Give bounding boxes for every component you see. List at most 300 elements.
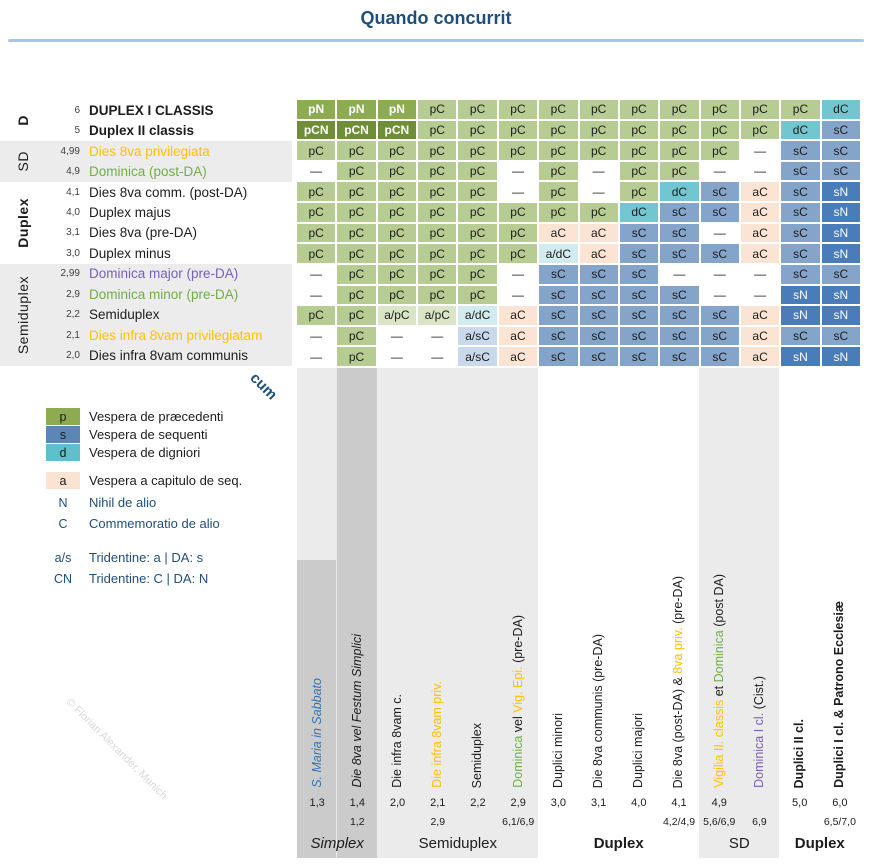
- matrix-cell: —: [741, 286, 779, 305]
- matrix-cell: pC: [378, 203, 416, 222]
- legend-label: Vespera de præcedenti: [89, 409, 224, 424]
- row-group-duplex: Duplex: [15, 198, 31, 248]
- row-label-text: Semiduplex: [89, 307, 160, 323]
- legend-label: Tridentine: a | DA: s: [89, 550, 204, 565]
- column-rank: 2,0: [389, 796, 406, 809]
- matrix-cell: sC: [822, 141, 860, 160]
- matrix-cell: pC: [337, 265, 375, 284]
- column-rank: 5,0: [792, 796, 808, 809]
- matrix-cell: pC: [458, 162, 496, 181]
- matrix-cell: —: [297, 286, 335, 305]
- matrix-cell: pC: [458, 121, 496, 140]
- row-rank: 2,9: [66, 288, 80, 300]
- column-rank: 6,1/6,9: [502, 815, 535, 828]
- column-label-text: Duplici II cl.: [792, 718, 807, 788]
- matrix-cell: pC: [499, 244, 537, 263]
- matrix-cell: pC: [418, 121, 456, 140]
- row-rank: 2,2: [66, 309, 80, 321]
- matrix-cell: sC: [701, 182, 739, 201]
- legend-label: Commemoratio de alio: [89, 516, 220, 531]
- matrix-cell: sC: [539, 286, 577, 305]
- matrix-cell: aC: [499, 327, 537, 346]
- matrix-cell: pC: [337, 244, 375, 263]
- column-label: [699, 374, 739, 788]
- column-label-text: Dominica: [510, 735, 525, 788]
- matrix-cell: dC: [781, 121, 819, 140]
- column-label: [820, 374, 860, 788]
- column-label: [498, 374, 538, 788]
- column-rank: [780, 812, 820, 831]
- matrix-cell: —: [701, 162, 739, 181]
- matrix-cell: aC: [580, 224, 618, 243]
- row-label: [0, 325, 292, 345]
- matrix-cell: sN: [822, 347, 860, 366]
- matrix-cell: pC: [620, 162, 658, 181]
- matrix-cell: pC: [337, 182, 375, 201]
- matrix-cell: pC: [378, 244, 416, 263]
- matrix-cell: sN: [822, 224, 860, 243]
- row-labels: [0, 100, 292, 366]
- matrix-cell: pC: [418, 100, 456, 119]
- matrix-cell: sC: [781, 141, 819, 160]
- column-rank: 3,1: [590, 796, 607, 809]
- legend-row: [46, 472, 242, 489]
- matrix-cell: pC: [620, 121, 658, 140]
- matrix-cell: pC: [539, 182, 577, 201]
- row-label: [0, 182, 292, 202]
- row-group-d: D: [15, 115, 31, 126]
- matrix-cell: pC: [297, 203, 335, 222]
- matrix-cell: pC: [297, 306, 335, 325]
- matrix-cell: pC: [539, 141, 577, 160]
- matrix-cell: pC: [660, 141, 698, 160]
- matrix-cell: pC: [418, 265, 456, 284]
- matrix-cell: pC: [418, 224, 456, 243]
- matrix-cell: pC: [620, 100, 658, 119]
- legend-row: [46, 549, 242, 566]
- matrix-cell: pC: [701, 141, 739, 160]
- matrix-cell: —: [701, 265, 739, 284]
- matrix-cell: aC: [580, 244, 618, 263]
- matrix-cell: a/dC: [458, 306, 496, 325]
- matrix-cell: a/sC: [458, 347, 496, 366]
- matrix-cell: —: [499, 286, 537, 305]
- matrix-cell: pC: [378, 162, 416, 181]
- row-label-text: Duplex minus: [89, 245, 171, 261]
- matrix-cell: a/pC: [418, 306, 456, 325]
- matrix-cell: —: [701, 286, 739, 305]
- matrix-cell: —: [580, 182, 618, 201]
- matrix-cell: sC: [620, 327, 658, 346]
- matrix-cell: pC: [741, 121, 779, 140]
- legend: [46, 408, 242, 588]
- column-label-text: Die 8va vel Festum Simplici: [349, 634, 364, 788]
- row-rank: 3,1: [66, 227, 80, 239]
- matrix-cell: sC: [580, 327, 618, 346]
- matrix-cell: pC: [337, 347, 375, 366]
- matrix-cell: —: [660, 265, 698, 284]
- column-ranks: [297, 793, 860, 831]
- row-rank: 2,0: [66, 350, 80, 362]
- matrix-cell: aC: [741, 306, 779, 325]
- column-rank: 4,2/4,9: [662, 815, 696, 828]
- legend-row: [46, 494, 242, 511]
- matrix-cell: pC: [499, 224, 537, 243]
- column-rank: [297, 812, 337, 831]
- matrix-cell: pC: [458, 203, 496, 222]
- column-label: [458, 374, 498, 788]
- column-label: [739, 374, 779, 788]
- column-rank: 5,6/6,9: [703, 815, 736, 828]
- matrix-cell: pC: [660, 100, 698, 119]
- row-rank: 5: [74, 125, 80, 137]
- matrix-cell: aC: [539, 224, 577, 243]
- matrix-cell: pCN: [378, 121, 416, 140]
- legend-label: Tridentine: C | DA: N: [89, 571, 209, 586]
- matrix-cell: —: [741, 141, 779, 160]
- matrix-cell: aC: [741, 347, 779, 366]
- legend-label: Vespera de sequenti: [89, 427, 208, 442]
- legend-swatch: a: [46, 472, 80, 489]
- matrix-cell: sC: [539, 327, 577, 346]
- matrix-cell: pC: [378, 141, 416, 160]
- column-label: [579, 374, 619, 788]
- legend-key: C: [58, 516, 68, 531]
- legend-row: [46, 515, 242, 532]
- row-label-text: Dominica (post-DA): [89, 164, 207, 180]
- row-rank: 4,9: [66, 166, 80, 178]
- matrix-cell: sC: [660, 224, 698, 243]
- row-label-text: Duplex majus: [89, 205, 171, 221]
- column-label-text: vel: [510, 712, 525, 736]
- column-label: [377, 374, 417, 788]
- row-rank: 4,99: [60, 145, 80, 157]
- matrix-cell: dC: [620, 203, 658, 222]
- matrix-cell: sC: [781, 224, 819, 243]
- matrix-cell: —: [297, 347, 335, 366]
- matrix-grid: [297, 100, 860, 366]
- row-label: [0, 223, 292, 243]
- matrix-cell: —: [418, 327, 456, 346]
- matrix-cell: sC: [781, 203, 819, 222]
- column-label: [619, 374, 659, 788]
- watermark: © Florian Alexander, Munich: [63, 696, 170, 802]
- matrix-cell: pC: [297, 141, 335, 160]
- column-label-text: 8va priv.: [671, 627, 686, 674]
- matrix-cell: pC: [337, 162, 375, 181]
- matrix-cell: sN: [781, 347, 819, 366]
- legend-row: [46, 426, 242, 443]
- matrix-cell: sC: [701, 244, 739, 263]
- matrix-cell: sC: [660, 286, 698, 305]
- column-rank: 4,1: [671, 796, 687, 809]
- matrix-cell: —: [499, 182, 537, 201]
- row-label: [0, 264, 292, 284]
- row-label-text: Dominica major (pre-DA): [89, 266, 239, 282]
- column-rank: 1,2: [350, 815, 365, 828]
- matrix-cell: sN: [822, 286, 860, 305]
- legend-row: [46, 408, 242, 425]
- matrix-cell: dC: [822, 100, 860, 119]
- matrix-cell: pC: [701, 121, 739, 140]
- matrix-cell: pC: [539, 121, 577, 140]
- matrix-cell: —: [297, 162, 335, 181]
- column-label: [538, 374, 578, 788]
- class-label: Semiduplex: [418, 835, 498, 852]
- column-label-text: Duplici I cl. & Patrono Ecclesiæ: [832, 601, 847, 788]
- row-label-text: Dies 8va (pre-DA): [89, 225, 198, 241]
- column-label-text: (Cist.): [751, 676, 766, 713]
- matrix-cell: pC: [499, 141, 537, 160]
- class-label: Duplex: [593, 835, 644, 852]
- row-rank: 4,1: [66, 186, 80, 198]
- legend-row: [46, 570, 242, 587]
- column-label: [780, 374, 820, 788]
- column-rank: 2,1: [430, 796, 446, 809]
- matrix-cell: aC: [741, 224, 779, 243]
- matrix-cell: sC: [660, 327, 698, 346]
- matrix-cell: pC: [499, 203, 537, 222]
- column-label-text: Die infra 8vam priv.: [430, 681, 445, 788]
- matrix-cell: sC: [580, 265, 618, 284]
- matrix-cell: pC: [458, 265, 496, 284]
- matrix-cell: pCN: [337, 121, 375, 140]
- matrix-cell: pC: [458, 182, 496, 201]
- column-rank: 1,3: [309, 796, 325, 809]
- row-group-sd: SD: [15, 151, 31, 172]
- column-label-text: (pre-DA): [671, 575, 686, 628]
- matrix-cell: —: [378, 347, 416, 366]
- row-label: [0, 243, 292, 263]
- matrix-cell: —: [499, 162, 537, 181]
- matrix-cell: pC: [418, 203, 456, 222]
- matrix-cell: sC: [701, 327, 739, 346]
- column-label-text: et: [711, 682, 726, 700]
- matrix-cell: sC: [781, 265, 819, 284]
- matrix-cell: sC: [620, 306, 658, 325]
- matrix-cell: pC: [458, 100, 496, 119]
- row-label-text: Dies 8va privilegiata: [89, 143, 210, 159]
- matrix-cell: sN: [822, 182, 860, 201]
- class-label: Simplex: [310, 835, 364, 852]
- matrix-cell: pC: [337, 203, 375, 222]
- row-label: [0, 120, 292, 140]
- matrix-cell: sC: [580, 286, 618, 305]
- matrix-cell: sN: [781, 286, 819, 305]
- matrix-cell: sC: [781, 182, 819, 201]
- row-rank: 6: [74, 104, 80, 116]
- matrix-cell: sC: [620, 244, 658, 263]
- matrix-cell: sC: [822, 265, 860, 284]
- matrix-cell: pC: [781, 100, 819, 119]
- legend-label: Nihil de alio: [89, 495, 157, 510]
- matrix-cell: —: [741, 265, 779, 284]
- column-label-text: Die 8va communis (pre-DA): [591, 633, 606, 788]
- matrix-cell: pC: [660, 121, 698, 140]
- matrix-cell: pC: [418, 162, 456, 181]
- column-label-text: (post DA): [711, 574, 726, 631]
- matrix-cell: sC: [701, 306, 739, 325]
- matrix-cell: sC: [781, 244, 819, 263]
- matrix-cell: pC: [620, 182, 658, 201]
- column-rank: 6,5/7,0: [823, 815, 856, 828]
- matrix-cell: sC: [580, 347, 618, 366]
- legend-key: CN: [53, 571, 73, 586]
- matrix-cell: —: [701, 224, 739, 243]
- matrix-cell: pC: [337, 286, 375, 305]
- matrix-cell: —: [741, 162, 779, 181]
- matrix-cell: pC: [499, 100, 537, 119]
- column-rank: [739, 793, 779, 812]
- column-rank: 6,9: [752, 815, 767, 828]
- column-label-text: Die 8va (post-DA) &: [671, 673, 686, 788]
- row-label: [0, 100, 292, 120]
- column-label: [337, 374, 377, 788]
- matrix-cell: sC: [822, 162, 860, 181]
- matrix-cell: —: [297, 327, 335, 346]
- column-rank: [579, 812, 619, 831]
- matrix-cell: aC: [741, 203, 779, 222]
- column-labels: [297, 374, 860, 788]
- legend-row: [46, 444, 242, 461]
- matrix-cell: —: [580, 162, 618, 181]
- matrix-cell: pC: [660, 162, 698, 181]
- matrix-cell: aC: [741, 327, 779, 346]
- matrix-cell: aC: [499, 347, 537, 366]
- legend-swatch: d: [46, 444, 80, 461]
- matrix-cell: pC: [458, 141, 496, 160]
- matrix-cell: pC: [580, 100, 618, 119]
- column-label: [418, 374, 458, 788]
- class-label: Duplex: [794, 835, 845, 852]
- column-label-text: (pre-DA): [510, 615, 525, 667]
- matrix-cell: sC: [660, 347, 698, 366]
- matrix-cell: dC: [660, 182, 698, 201]
- row-rank: 2,99: [60, 268, 80, 280]
- legend-swatch: p: [46, 408, 80, 425]
- matrix-cell: pC: [337, 224, 375, 243]
- row-label-text: Dies 8va comm. (post-DA): [89, 184, 248, 200]
- matrix-cell: sC: [539, 265, 577, 284]
- matrix-cell: aC: [741, 244, 779, 263]
- column-label: [297, 374, 337, 788]
- page-title: Quando concurrit: [360, 8, 512, 28]
- matrix-cell: sC: [822, 121, 860, 140]
- matrix-cell: pC: [418, 141, 456, 160]
- row-label-text: Dies infra 8vam privilegiatam: [89, 327, 263, 343]
- matrix-cell: pC: [337, 141, 375, 160]
- column-label-text: S. Maria in Sabbato: [309, 678, 324, 788]
- column-label-text: Semiduplex: [470, 722, 485, 788]
- column-rank: 4,9: [711, 796, 727, 809]
- column-label-text: Dominica I cl.: [751, 712, 766, 788]
- row-rank: 3,0: [66, 247, 80, 259]
- matrix-cell: pC: [418, 244, 456, 263]
- column-rank: 2,9: [430, 815, 446, 828]
- row-label: [0, 305, 292, 325]
- matrix-cell: pC: [297, 182, 335, 201]
- matrix-cell: sC: [620, 224, 658, 243]
- matrix-cell: pC: [337, 306, 375, 325]
- column-label-text: Vig. Epi.: [510, 666, 525, 713]
- row-label-text: Dominica minor (pre-DA): [89, 286, 239, 302]
- matrix-cell: —: [378, 327, 416, 346]
- column-rank: 1,4: [349, 796, 365, 809]
- matrix-cell: sN: [822, 203, 860, 222]
- matrix-cell: pC: [458, 244, 496, 263]
- column-label-text: Dominica: [711, 630, 726, 683]
- matrix-cell: pC: [458, 224, 496, 243]
- matrix-cell: pC: [418, 286, 456, 305]
- matrix-cell: sC: [620, 286, 658, 305]
- row-label: [0, 202, 292, 222]
- legend-label: Vespera de digniori: [89, 445, 201, 460]
- row-label: [0, 161, 292, 181]
- matrix-cell: pC: [620, 141, 658, 160]
- matrix-cell: —: [499, 265, 537, 284]
- row-label: [0, 141, 292, 161]
- row-rank: 2,1: [66, 329, 80, 341]
- matrix-cell: sC: [660, 244, 698, 263]
- legend-key: N: [58, 495, 68, 510]
- column-rank: [458, 812, 498, 831]
- matrix-cell: sC: [620, 347, 658, 366]
- matrix-cell: sC: [539, 306, 577, 325]
- matrix-cell: sN: [781, 306, 819, 325]
- column-rank: [538, 812, 578, 831]
- column-label: [659, 374, 699, 788]
- matrix-cell: pN: [297, 100, 335, 119]
- matrix-cell: —: [297, 265, 335, 284]
- matrix-cell: pC: [499, 121, 537, 140]
- matrix-cell: pC: [580, 121, 618, 140]
- matrix-cell: sC: [580, 306, 618, 325]
- column-label-text: Duplici minori: [550, 712, 565, 788]
- column-rank: [377, 812, 417, 831]
- cum-label: cum: [246, 369, 281, 404]
- matrix-cell: pC: [458, 286, 496, 305]
- matrix-cell: aC: [499, 306, 537, 325]
- matrix-cell: sN: [822, 244, 860, 263]
- matrix-cell: pC: [701, 100, 739, 119]
- row-label-text: Duplex II classis: [89, 123, 195, 139]
- matrix-cell: sN: [822, 306, 860, 325]
- matrix-cell: pC: [418, 182, 456, 201]
- matrix-cell: sC: [781, 327, 819, 346]
- matrix-cell: a/pC: [378, 306, 416, 325]
- matrix-cell: pC: [741, 100, 779, 119]
- matrix-cell: sC: [660, 203, 698, 222]
- column-rank: 4,0: [631, 796, 647, 809]
- row-label-text: DUPLEX I CLASSIS: [89, 102, 214, 118]
- matrix-cell: pC: [580, 141, 618, 160]
- matrix-cell: pC: [378, 286, 416, 305]
- title-divider: [8, 39, 864, 42]
- matrix-cell: —: [418, 347, 456, 366]
- column-label-text: Die infra 8vam c.: [389, 694, 404, 788]
- matrix-cell: pC: [297, 244, 335, 263]
- column-rank: 2,2: [470, 796, 486, 809]
- column-rank: [619, 812, 659, 831]
- matrix-cell: sC: [539, 347, 577, 366]
- matrix-cell: pC: [539, 100, 577, 119]
- matrix-cell: pC: [337, 327, 375, 346]
- matrix-cell: sC: [701, 347, 739, 366]
- matrix-cell: pC: [378, 182, 416, 201]
- matrix-cell: pC: [539, 203, 577, 222]
- matrix-cell: sC: [781, 162, 819, 181]
- column-label-text: Duplici majori: [631, 712, 646, 788]
